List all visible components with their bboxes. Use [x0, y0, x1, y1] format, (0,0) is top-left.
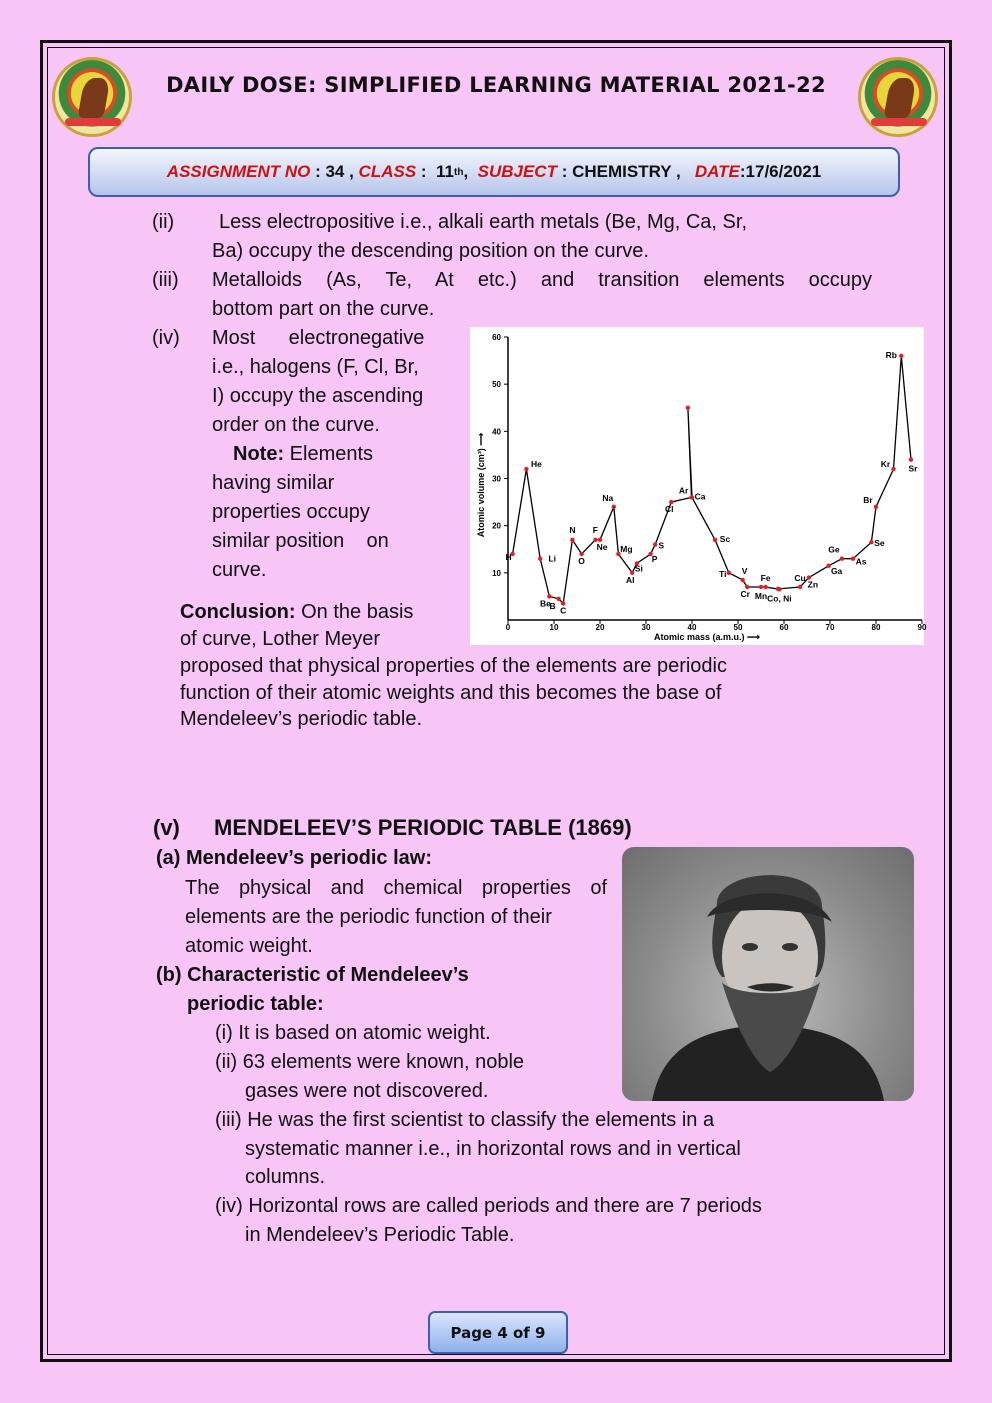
characteristic-ii-line2: gases were not discovered. — [245, 1080, 489, 1102]
chart-y-axis-label: Atomic volume (cm³) ⟶ — [476, 432, 486, 538]
item-ii-line2: Ba) occupy the descending position on the curve. — [212, 240, 649, 262]
chart-element-label-fe: Fe — [760, 572, 771, 583]
characteristics-heading-line2: periodic table: — [187, 993, 324, 1015]
chart-point-mn — [759, 585, 763, 589]
chart-element-label-kr: Kr — [880, 459, 891, 470]
chart-point-he — [524, 467, 528, 471]
chart-element-label-sr: Sr — [908, 463, 918, 474]
note-label: Note: — [233, 443, 285, 465]
chart-point-n — [570, 538, 574, 542]
chart-x-tick-label: 70 — [825, 623, 835, 632]
chart-element-label-ca: Ca — [694, 491, 706, 502]
note-line2: having similar — [212, 472, 335, 494]
note-text: Elements — [284, 443, 374, 465]
item-iv-number: (iv) — [152, 327, 180, 349]
assignment-value: : 34 , — [310, 162, 359, 181]
item-iv-line3: I) occupy the ascending — [212, 385, 424, 407]
item-iv-line2: i.e., halogens (F, Cl, Br, — [212, 356, 419, 378]
chart-x-tick-label: 40 — [687, 623, 697, 632]
chart-element-label-mg: Mg — [620, 543, 633, 554]
chart-y-tick-label: 40 — [492, 427, 501, 437]
item-iii-number: (iii) — [152, 269, 179, 291]
note-line5: curve. — [212, 559, 267, 581]
chart-series-line — [513, 356, 911, 604]
chart-element-label-s: S — [658, 540, 665, 551]
chart-element-label-rb: Rb — [885, 349, 897, 360]
chart-x-axis-label: Atomic mass (a.m.u.) ⟶ — [654, 632, 760, 642]
chart-element-label-ne: Ne — [596, 541, 608, 552]
chart-x-tick-label: 50 — [733, 623, 743, 632]
chart-point-ca — [690, 495, 694, 499]
chart-element-label-coni: Co, Ni — [767, 593, 792, 604]
chart-point-k — [686, 406, 690, 410]
chart-point-fe — [763, 585, 767, 589]
chart-point-se — [869, 540, 873, 544]
characteristic-ii-line1: (ii) 63 elements were known, noble — [215, 1051, 525, 1073]
chart-element-label-li: Li — [548, 553, 556, 564]
chart-element-label-ti: Ti — [719, 568, 727, 579]
section-v-heading: MENDELEEV’S PERIODIC TABLE (1869) — [214, 815, 632, 840]
chart-element-label-be: Be — [539, 598, 551, 609]
chart-point-ti — [727, 571, 731, 575]
chart-element-label-sc: Sc — [719, 533, 731, 544]
chart-x-tick-label: 20 — [595, 623, 605, 632]
chart-x-tick-label: 80 — [871, 623, 881, 632]
chart-element-label-si: Si — [634, 563, 643, 574]
characteristic-iii-line1: (iii) He was the first scientist to classify the elements in a — [215, 1109, 715, 1131]
chart-element-label-zn: Zn — [807, 579, 819, 590]
page-number-badge: Page 4 of 9 — [428, 1311, 568, 1354]
chart-point-rb — [899, 354, 903, 358]
class-value: : 11 — [416, 162, 454, 181]
characteristics-heading-line1: (b) Characteristic of Mendeleev’s — [156, 964, 469, 986]
chart-point-v — [740, 578, 744, 582]
item-iv-line1: Most electronegative — [212, 327, 425, 349]
chart-element-label-cu: Cu — [794, 572, 806, 583]
chart-element-label-o: O — [578, 555, 585, 566]
chart-element-label-he: He — [530, 459, 542, 470]
chart-element-label-cl: Cl — [665, 504, 674, 515]
chart-x-tick-label: 10 — [549, 623, 559, 632]
chart-point-li — [538, 556, 542, 560]
chart-point-b — [556, 597, 560, 601]
chart-point-sc — [713, 538, 717, 542]
periodic-law-line1: The physical and chemical properties of — [185, 877, 607, 899]
conclusion-line4: function of their atomic weights and this becomes the base of — [180, 682, 722, 704]
chart-element-label-cr: Cr — [740, 588, 750, 599]
chart-element-label-mn: Mn — [754, 590, 768, 601]
school-logo-right — [858, 57, 938, 137]
chart-x-tick-label: 0 — [505, 623, 511, 632]
conclusion-label: Conclusion: — [180, 601, 296, 623]
chart-element-label-ar: Ar — [678, 485, 689, 496]
characteristic-iv-line1: (iv) Horizontal rows are called periods and there are 7 periods — [215, 1195, 762, 1217]
chart-y-tick-label: 60 — [492, 333, 501, 342]
item-iii-line2: bottom part on the curve. — [212, 298, 435, 320]
chart-y-tick-label: 20 — [492, 521, 501, 531]
chart-element-label-al: Al — [625, 574, 635, 585]
chart-element-label-b: B — [549, 600, 556, 611]
chart-element-label-c: C — [560, 605, 567, 616]
note-line4: similar position on — [212, 530, 389, 552]
chart-element-label-v: V — [741, 565, 748, 576]
chart-point-as — [851, 556, 855, 560]
chart-point-ni — [776, 587, 780, 591]
class-value-sep: , — [463, 162, 478, 181]
atomic-volume-chart — [470, 327, 927, 645]
chart-y-tick-label: 30 — [492, 474, 501, 484]
chart-element-label-se: Se — [874, 538, 885, 549]
characteristic-iii-line2: systematic manner i.e., in horizontal rows and in vertical — [245, 1138, 741, 1160]
chart-y-tick-label: 50 — [492, 380, 501, 390]
chart-element-label-ga: Ga — [830, 565, 843, 576]
chart-point-s — [653, 542, 657, 546]
item-ii-line1: Less electropositive i.e., alkali earth metals (Be, Mg, Ca, Sr, — [219, 211, 747, 233]
conclusion-line5: Mendeleev’s periodic table. — [180, 708, 423, 730]
section-v-number: (v) — [153, 815, 180, 840]
item-iv-line4: order on the curve. — [212, 414, 380, 436]
characteristic-iii-line3: columns. — [245, 1166, 326, 1188]
date-value: :17/6/2021 — [739, 162, 822, 181]
chart-point-ge — [840, 556, 844, 560]
mendeleev-portrait — [622, 847, 914, 1101]
characteristic-iv-line2: in Mendeleev’s Periodic Table. — [245, 1224, 515, 1246]
periodic-law-line2: elements are the periodic function of their — [185, 906, 552, 928]
chart-element-label-as: As — [855, 556, 867, 567]
chart-x-tick-label: 60 — [779, 623, 789, 632]
conclusion-line2: of curve, Lother Meyer — [180, 628, 381, 650]
conclusion-line1 — [180, 601, 413, 624]
page-title: DAILY DOSE: SIMPLIFIED LEARNING MATERIAL 2021-22 — [166, 73, 826, 97]
subject-label: SUBJECT — [477, 162, 557, 181]
chart-element-label-na: Na — [602, 492, 614, 503]
chart-point-sr — [909, 457, 913, 461]
conclusion-text: On the basis — [295, 601, 414, 623]
chart-element-label-n: N — [569, 524, 576, 535]
characteristic-i: (i) It is based on atomic weight. — [215, 1022, 491, 1044]
chart-element-label-h: H — [505, 551, 512, 562]
school-logo-left — [52, 57, 132, 137]
chart-point-cu — [798, 585, 802, 589]
item-iii-line1: Metalloids (As, Te, At etc.) and transition elements occupy — [212, 269, 872, 291]
periodic-law-heading: (a) Mendeleev’s periodic law: — [156, 847, 433, 869]
chart-x-tick-label: 30 — [641, 623, 651, 632]
chart-point-kr — [891, 467, 895, 471]
chart-point-na — [612, 505, 616, 509]
conclusion-line3: proposed that physical properties of the elements are periodic — [180, 655, 727, 677]
subject-value: : CHEMISTRY , — [556, 162, 695, 181]
chart-y-tick-label: 10 — [492, 568, 501, 578]
chart-svg — [470, 327, 927, 645]
chart-x-tick-label: 90 — [917, 623, 927, 632]
chart-element-label-p: P — [651, 553, 658, 564]
chart-element-label-ge: Ge — [828, 544, 840, 555]
chart-element-label-f: F — [592, 524, 599, 535]
note-line1 — [233, 443, 373, 466]
class-label: CLASS — [358, 162, 417, 181]
portrait-drawing — [622, 847, 914, 1101]
assignment-label: ASSIGNMENT NO — [166, 162, 311, 181]
item-ii-number: (ii) — [152, 211, 175, 233]
class-superscript: th — [453, 166, 464, 178]
assignment-info-box — [88, 147, 900, 197]
date-label: DATE — [694, 162, 740, 181]
chart-element-label-br: Br — [863, 494, 873, 505]
chart-point-br — [874, 505, 878, 509]
note-line3: properties occupy — [212, 501, 370, 523]
periodic-law-line3: atomic weight. — [185, 935, 313, 957]
